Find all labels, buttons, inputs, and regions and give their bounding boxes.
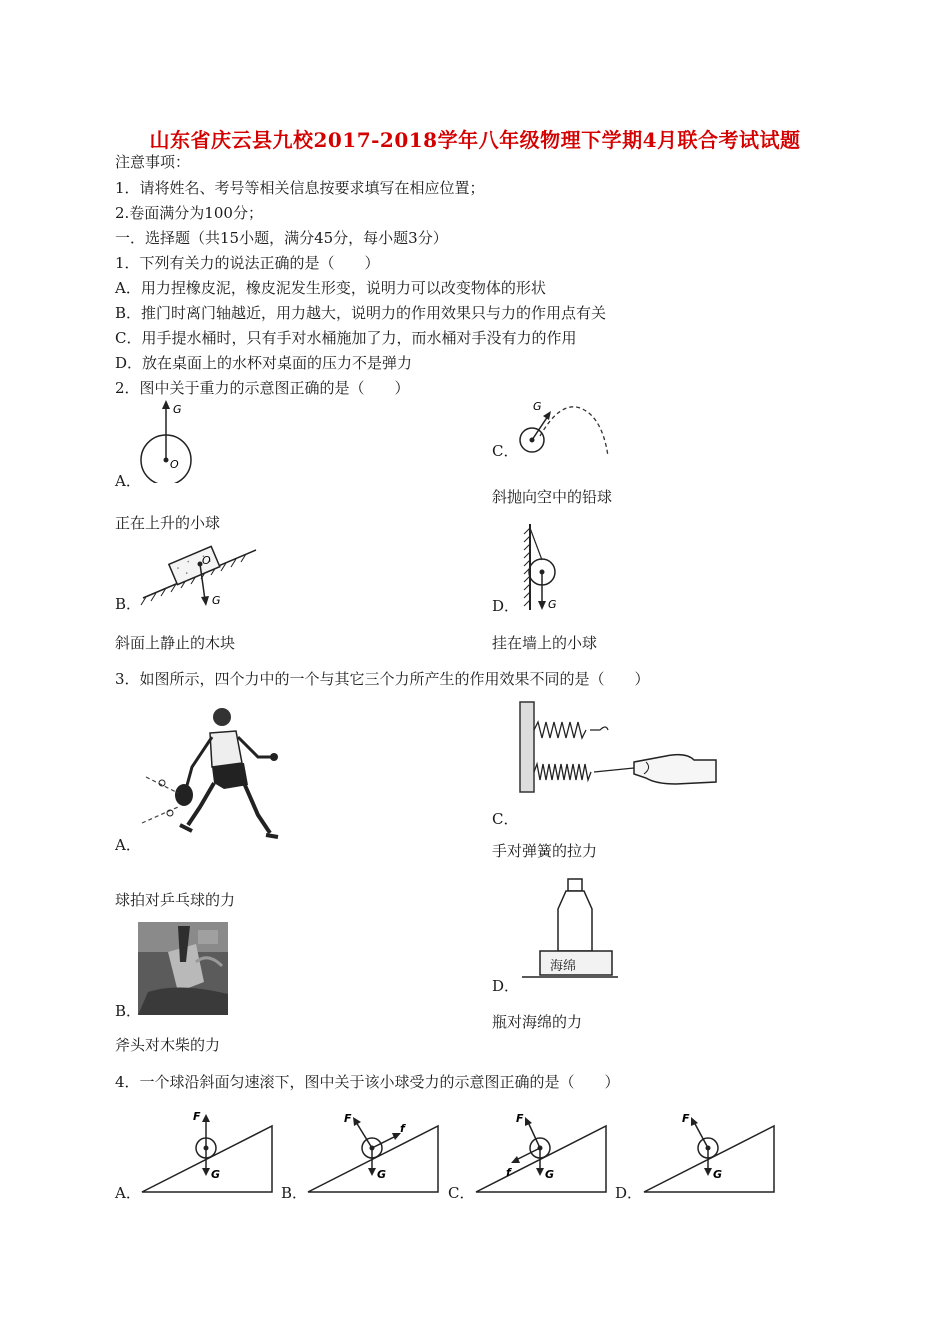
q4c-friction-label: f xyxy=(506,1166,511,1179)
notice-item-1: 1．请将姓名、考号等相关信息按要求填写在相应位置； xyxy=(115,179,485,197)
q2-caption-a: 正在上升的小球 xyxy=(115,514,221,532)
q3-caption-a: 球拍对乒乓球的力 xyxy=(115,891,236,909)
q2-figure-a-rising-ball xyxy=(135,398,205,483)
q1-option-a: A．用力捏橡皮泥，橡皮泥发生形变，说明力可以改变物体的形状 xyxy=(115,279,546,297)
notice-item-2: 2.卷面满分为100分； xyxy=(115,204,263,222)
q4-label-a: A． xyxy=(115,1184,141,1202)
q4a-f-label: F xyxy=(193,1110,201,1123)
q4-figure-a xyxy=(138,1108,278,1196)
q4-figure-c xyxy=(472,1108,612,1196)
q2-caption-b: 斜面上静止的木块 xyxy=(115,634,236,652)
q2b-g-label: G xyxy=(212,594,221,607)
q2a-g-label: G xyxy=(173,403,182,416)
q4b-friction-label: f xyxy=(400,1122,405,1135)
notice-heading: 注意事项： xyxy=(115,153,191,171)
q1-option-b: B．推门时离门轴越近，用力越大，说明力的作用效果只与力的作用点有关 xyxy=(115,304,607,322)
q2-label-a: A． xyxy=(115,472,141,490)
q4b-g-label: G xyxy=(377,1168,387,1181)
q1-stem: 1．下列有关力的说法正确的是（ ） xyxy=(115,254,380,272)
q3-figure-a-table-tennis-player xyxy=(140,705,290,847)
q2-figure-b-block-on-slope xyxy=(138,540,263,610)
q3-figure-d-bottle-on-sponge xyxy=(520,875,620,983)
q2-label-c: C． xyxy=(492,442,519,460)
q1-option-d: D．放在桌面上的水杯对桌面的压力不是弹力 xyxy=(115,354,413,372)
q3-figure-c-hand-pulling-spring xyxy=(516,700,726,795)
sponge-label: 海绵 xyxy=(550,959,577,974)
q4-figure-b xyxy=(304,1108,444,1196)
q2-figure-c-shot-put xyxy=(510,396,620,461)
q3-label-b: B． xyxy=(115,1002,142,1020)
q2-label-b: B． xyxy=(115,595,142,613)
q4a-g-label: G xyxy=(211,1168,221,1181)
q2c-g-label: G xyxy=(533,400,542,413)
q4d-f-label: F xyxy=(682,1112,690,1125)
q3-caption-b: 斧头对木柴的力 xyxy=(115,1036,221,1054)
q2-figure-d-hanging-ball xyxy=(516,522,576,614)
q2-stem: 2．图中关于重力的示意图正确的是（ ） xyxy=(115,379,410,397)
q3-stem: 3．如图所示，四个力中的一个与其它三个力所产生的作用效果不同的是（ ） xyxy=(115,670,650,688)
q4c-g-label: G xyxy=(545,1168,555,1181)
q3-caption-c: 手对弹簧的拉力 xyxy=(492,842,598,860)
q4-label-d: D． xyxy=(615,1184,643,1202)
page-title: 山东省庆云县九校2017-2018学年八年级物理下学期4月联合考试试题 xyxy=(149,128,801,152)
q4d-g-label: G xyxy=(713,1168,723,1181)
q2-label-d: D． xyxy=(492,597,520,615)
q3-label-a: A． xyxy=(115,836,141,854)
q2-caption-c: 斜抛向空中的铅球 xyxy=(492,488,613,506)
q3-caption-d: 瓶对海绵的力 xyxy=(492,1013,583,1031)
q4-label-b: B． xyxy=(281,1184,308,1202)
q2a-o-label: O xyxy=(170,458,179,471)
q2-caption-d: 挂在墙上的小球 xyxy=(492,634,598,652)
q4-stem: 4．一个球沿斜面匀速滚下，图中关于该小球受力的示意图正确的是（ ） xyxy=(115,1073,620,1091)
q3-label-c: C． xyxy=(492,810,519,828)
q4c-f-label: F xyxy=(516,1112,524,1125)
q3-figure-b-axe-photo xyxy=(138,922,228,1015)
q2d-g-label: G xyxy=(548,598,557,611)
q4b-f-label: F xyxy=(344,1112,352,1125)
section-heading: 一．选择题（共15小题，满分45分，每小题3分） xyxy=(115,229,448,247)
q2b-o-label: O xyxy=(202,554,211,567)
q3-label-d: D． xyxy=(492,977,520,995)
q4-figure-d xyxy=(640,1108,780,1196)
q4-label-c: C． xyxy=(448,1184,475,1202)
q1-option-c: C．用手提水桶时，只有手对水桶施加了力，而水桶对手没有力的作用 xyxy=(115,329,577,347)
